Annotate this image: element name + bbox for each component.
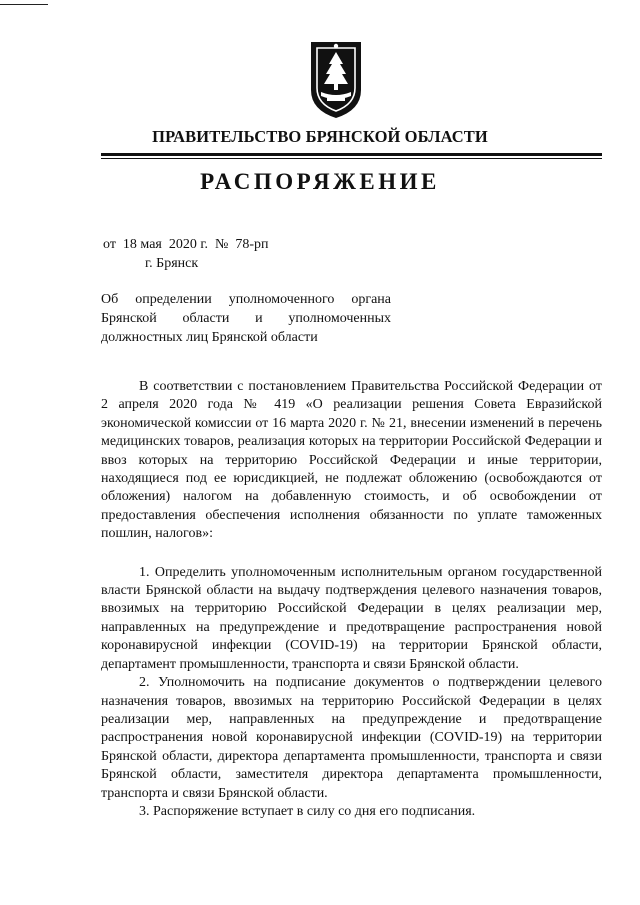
document-body bbox=[101, 378, 602, 821]
coat-of-arms-icon bbox=[305, 38, 367, 122]
document-type: РАСПОРЯЖЕНИЕ bbox=[200, 169, 440, 194]
document-city: г. Брянск bbox=[145, 256, 199, 271]
document-subject: Об определении уполномоченного органа Брянской области и уполномоченных должностных лиц Брянской области bbox=[101, 292, 391, 345]
header-rule-thin bbox=[101, 158, 602, 159]
government-title: ПРАВИТЕЛЬСТВО БРЯНСКОЙ ОБЛАСТИ bbox=[152, 127, 488, 146]
item-3-paragraph: 3. Распоряжение вступает в силу со дня его подписания. bbox=[139, 803, 476, 819]
preamble-paragraph: В соответствии с постановлением Правительства Российской Федерации от 2 апреля 2020 года № 419 «О реализации решения Совета Евразийской экономической комиссии от 16 марта 2020 г. № 21, внесении изменений в перечень медицинских товаров, реализация которых на территории Российской Федерации и ввоз которых на территорию Российской Федерации и иные территории, находящиеся под ее юрисдикцией, не подлежат обложению (освобождаются от обложения) налогом на добавленную стоимость, и об освобождении от предоставления обеспечения исполнения обязанности по уплате таможенных пошлин, налогов»: bbox=[101, 379, 602, 542]
item-1-paragraph: 1. Определить уполномоченным исполнительным органом государственной власти Брянской области на выдачу подтверждения целевого назначения товаров, ввозимых на территорию Российской Федерации в целях реализации мер, направленных на предупреждение и предотвращение распространения новой коронавирусной инфекции (COVID-19) на территории Брянской области, департамент промышленности, транспорта и связи Брянской области. bbox=[101, 564, 602, 672]
header-rule-thick bbox=[101, 153, 602, 156]
document-date-number: от 18 мая 2020 г. № 78-рп bbox=[103, 237, 269, 252]
scan-corner-mark bbox=[0, 4, 48, 5]
item-2-paragraph: 2. Уполномочить на подписание документов о подтверждении целевого назначения товаров, ввозимых на территорию Российской Федерации в целях реализации мер, направленных на предупреждение и предотвращение распространения новой коронавирусной инфекции (COVID-19) на территории Брянской области, директора департамента промышленности, транспорта и связи Брянской области, заместителя директора департамента промышленности, транспорта и связи Брянской области. bbox=[101, 675, 602, 801]
